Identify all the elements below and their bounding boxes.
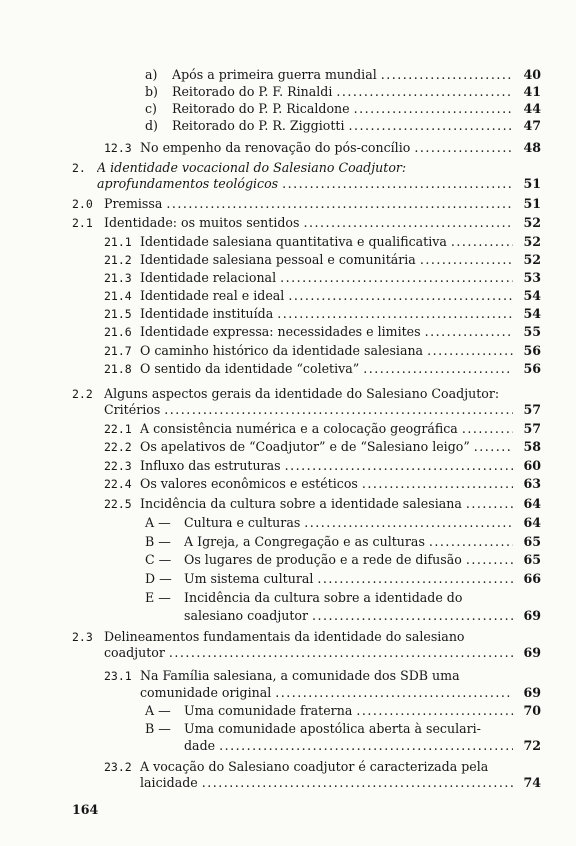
toc-entry-title: Delineamentos fundamentais da identidade do salesiano: [104, 629, 465, 644]
toc-entry: [104, 252, 541, 268]
dot-leader: [336, 84, 513, 100]
toc-entry-number: 22.5: [104, 497, 132, 511]
toc-entry-title: Na Família salesiana, a comunidade dos SDB uma: [140, 668, 460, 683]
toc-entry-title: Os lugares de produção e a rede de difusão: [184, 552, 462, 567]
toc-entry-number: 2.: [72, 161, 86, 175]
toc-entry-number: 2.1: [72, 216, 93, 230]
toc-entry-title: Identidade expressa: necessidades e limites: [140, 324, 421, 339]
dot-leader: [169, 645, 513, 661]
dot-leader: [356, 703, 513, 719]
toc-entry-title: dade: [184, 738, 216, 753]
dot-leader: [414, 140, 513, 156]
toc-entry-title: Os valores econômicos e estéticos: [140, 476, 358, 491]
dot-leader: [451, 234, 513, 250]
toc-entry-number: E —: [145, 590, 171, 605]
toc-entry: [145, 738, 541, 754]
toc-entry: [72, 629, 541, 645]
toc-entry: [104, 775, 541, 791]
toc-entry-title: Premissa: [104, 196, 163, 211]
dot-leader: [349, 118, 513, 134]
toc-entry: [145, 101, 541, 117]
toc-entry-page: 72: [523, 738, 541, 753]
toc-entry-title: Identidade: os muitos sentidos: [104, 215, 300, 230]
toc-entry: [104, 288, 541, 304]
toc-entry-title: Reitorado do P. R. Ziggiotti: [172, 118, 345, 133]
toc-entry-page: 69: [523, 608, 541, 623]
toc-entry-title: Após a primeira guerra mundial: [172, 67, 377, 82]
toc-entry: [104, 343, 541, 359]
toc-entry: [104, 140, 541, 156]
toc-entry-number: a): [145, 67, 158, 82]
toc-entry-page: 64: [523, 515, 541, 530]
dot-leader: [277, 306, 513, 322]
dot-leader: [280, 270, 513, 286]
toc-entry-title: Cultura e culturas: [184, 515, 301, 530]
toc-entry: [72, 645, 541, 661]
toc-entry-page: 47: [523, 118, 541, 133]
toc-entry-title: Identidade relacional: [140, 270, 277, 285]
toc-entry-title: A Igreja, a Congregação e as culturas: [184, 534, 425, 549]
dot-leader: [462, 421, 513, 437]
toc-entry-title: A vocação do Salesiano coadjutor é caracterizada pela: [140, 759, 489, 774]
toc-entry-page: 48: [523, 140, 541, 155]
toc-entry-title: Identidade real e ideal: [140, 288, 285, 303]
toc-entry-number: b): [145, 84, 158, 99]
toc-entry-page: 60: [523, 458, 541, 473]
toc-entry-number: C —: [145, 552, 172, 567]
toc-entry-page: 69: [523, 685, 541, 700]
toc-entry-page: 54: [523, 306, 541, 321]
dot-leader: [282, 176, 513, 192]
toc-entry-page: 56: [523, 361, 541, 376]
toc-entry-title: Reitorado do P. P. Ricaldone: [172, 101, 350, 116]
toc-entry-title: comunidade original: [140, 685, 272, 700]
toc-entry-page: 53: [523, 270, 541, 285]
toc-entry: [145, 590, 541, 606]
toc-entry-page: 51: [523, 176, 541, 191]
toc-entry-number: 21.4: [104, 289, 132, 303]
toc-entry: [104, 685, 541, 701]
toc-entry-number: 21.1: [104, 235, 132, 249]
toc-entry-number: 2.2: [72, 387, 93, 401]
dot-leader: [164, 402, 513, 418]
toc-entry-number: B —: [145, 721, 171, 736]
toc-entry-number: 22.4: [104, 477, 132, 491]
toc-entry: [104, 361, 541, 377]
toc-entry-page: 57: [523, 421, 541, 436]
toc-entry-page: 58: [523, 439, 541, 454]
dot-leader: [474, 439, 513, 455]
toc-entry-number: 21.2: [104, 253, 132, 267]
dot-leader: [362, 476, 513, 492]
toc-entry-title: Incidência da cultura sobre a identidade do: [184, 590, 463, 605]
toc-entry: [145, 571, 541, 587]
toc-entry: [104, 270, 541, 286]
toc-entry-title: O sentido da identidade “coletiva”: [140, 361, 360, 376]
toc-entry: [104, 759, 541, 775]
toc-entry-title: A consistência numérica e a colocação geográfica: [140, 421, 458, 436]
toc-entry: [145, 67, 541, 83]
dot-leader: [285, 458, 513, 474]
toc-entry-title: Alguns aspectos gerais da identidade do Salesiano Coadjutor:: [104, 386, 500, 401]
dot-leader: [303, 215, 513, 231]
toc-entry-page: 56: [523, 343, 541, 358]
toc-entry-title: Uma comunidade apostólica aberta à seculari-: [184, 721, 481, 736]
toc-entry: [145, 721, 541, 737]
toc-entry-page: 69: [523, 645, 541, 660]
toc-entry-number: 22.1: [104, 422, 132, 436]
toc-entry-title: Identidade salesiana quantitativa e qualificativa: [140, 234, 447, 249]
toc-entry-page: 63: [523, 476, 541, 491]
dot-leader: [354, 101, 513, 117]
dot-leader: [202, 775, 513, 791]
toc-entry-title: Uma comunidade fraterna: [184, 703, 353, 718]
toc-entry-number: 2.3: [72, 630, 93, 644]
dot-leader: [275, 685, 513, 701]
dot-leader: [219, 738, 513, 754]
toc-entry-page: 52: [523, 252, 541, 267]
toc-entry-number: 21.3: [104, 271, 132, 285]
toc-entry-number: 22.2: [104, 440, 132, 454]
toc-entry-title: Critérios: [104, 402, 161, 417]
toc-entry-number: 21.8: [104, 362, 132, 376]
toc-entry: [104, 234, 541, 250]
toc-entry: [72, 196, 541, 212]
toc-entry: [104, 306, 541, 322]
toc-entry-number: A —: [145, 515, 171, 530]
toc-entry-page: 64: [523, 496, 541, 511]
dot-leader: [166, 196, 513, 212]
dot-leader: [429, 534, 513, 550]
toc-entry-title: Reitorado do P. F. Rinaldi: [172, 84, 333, 99]
toc-entry: [104, 439, 541, 455]
dot-leader: [427, 343, 513, 359]
toc-entry-number: 12.3: [104, 141, 132, 155]
toc-entry: [72, 386, 541, 402]
toc-entry-page: 40: [523, 67, 541, 82]
toc-entry-number: B —: [145, 534, 171, 549]
toc-entry-title: Um sistema cultural: [184, 571, 314, 586]
toc-entry: [72, 402, 541, 418]
toc-entry: [104, 324, 541, 340]
dot-leader: [304, 515, 513, 531]
toc-entry-page: 70: [523, 703, 541, 718]
toc-entry-number: 21.5: [104, 307, 132, 321]
toc-entry: [145, 84, 541, 100]
toc-entry-title: Incidência da cultura sobre a identidade salesiana: [140, 496, 462, 511]
toc-entry-number: 23.2: [104, 760, 132, 774]
toc-entry-page: 44: [523, 101, 541, 116]
toc-entry-title: No empenho da renovação do pós-concílio: [140, 140, 411, 155]
toc-entry-title: coadjutor: [104, 645, 165, 660]
toc-entry: [145, 608, 541, 624]
toc-entry-number: 23.1: [104, 669, 132, 683]
toc-entry-number: A —: [145, 703, 171, 718]
toc-entry: [145, 703, 541, 719]
toc-entry-page: 54: [523, 288, 541, 303]
dot-leader: [420, 252, 513, 268]
dot-leader: [425, 324, 513, 340]
toc-entry-page: 52: [523, 234, 541, 249]
dot-leader: [363, 361, 513, 377]
dot-leader: [381, 67, 513, 83]
toc-entry: [72, 160, 541, 176]
toc-entry-page: 66: [523, 571, 541, 586]
toc-entry: [104, 476, 541, 492]
toc-entry: [72, 215, 541, 231]
toc-entry-title: salesiano coadjutor: [184, 608, 309, 623]
toc-entry-title: Os apelativos de “Coadjutor” e de “Salesiano leigo”: [140, 439, 470, 454]
page-number: 164: [72, 802, 99, 817]
toc-entry-page: 74: [523, 775, 541, 790]
toc-entry: [145, 118, 541, 134]
toc-entry-number: 22.3: [104, 459, 132, 473]
toc-entry-title: Influxo das estruturas: [140, 458, 281, 473]
toc-entry-page: 57: [523, 402, 541, 417]
toc-entry-number: D —: [145, 571, 172, 586]
dot-leader: [466, 496, 513, 512]
toc-entry-page: 65: [523, 552, 541, 567]
toc-entry-page: 51: [523, 196, 541, 211]
toc-entry-number: d): [145, 118, 158, 133]
toc-entry-number: 21.7: [104, 344, 132, 358]
toc-entry: [104, 668, 541, 684]
toc-entry-page: 65: [523, 534, 541, 549]
dot-leader: [312, 608, 513, 624]
toc-entry: [104, 458, 541, 474]
toc-entry: [145, 552, 541, 568]
toc-entry-title: Identidade salesiana pessoal e comunitária: [140, 252, 416, 267]
toc-entry: [72, 176, 541, 192]
dot-leader: [317, 571, 513, 587]
toc-entry: [145, 534, 541, 550]
toc-entry-number: c): [145, 101, 157, 116]
toc-entry-page: 55: [523, 324, 541, 339]
toc-entry-number: 2.0: [72, 197, 93, 211]
toc-entry-title: O caminho histórico da identidade salesiana: [140, 343, 424, 358]
toc-entry-title: aprofundamentos teológicos: [97, 176, 279, 191]
toc-entry-number: 21.6: [104, 325, 132, 339]
toc-entry: [145, 515, 541, 531]
toc-entry-title: A identidade vocacional do Salesiano Coadjutor:: [97, 160, 407, 175]
toc-entry-title: Identidade instituída: [140, 306, 274, 321]
dot-leader: [288, 288, 513, 304]
toc-entry: [104, 421, 541, 437]
toc-entry-page: 41: [523, 84, 541, 99]
toc-entry: [104, 496, 541, 512]
toc-entry-title: laicidade: [140, 775, 198, 790]
toc-entry-page: 52: [523, 215, 541, 230]
dot-leader: [466, 552, 513, 568]
